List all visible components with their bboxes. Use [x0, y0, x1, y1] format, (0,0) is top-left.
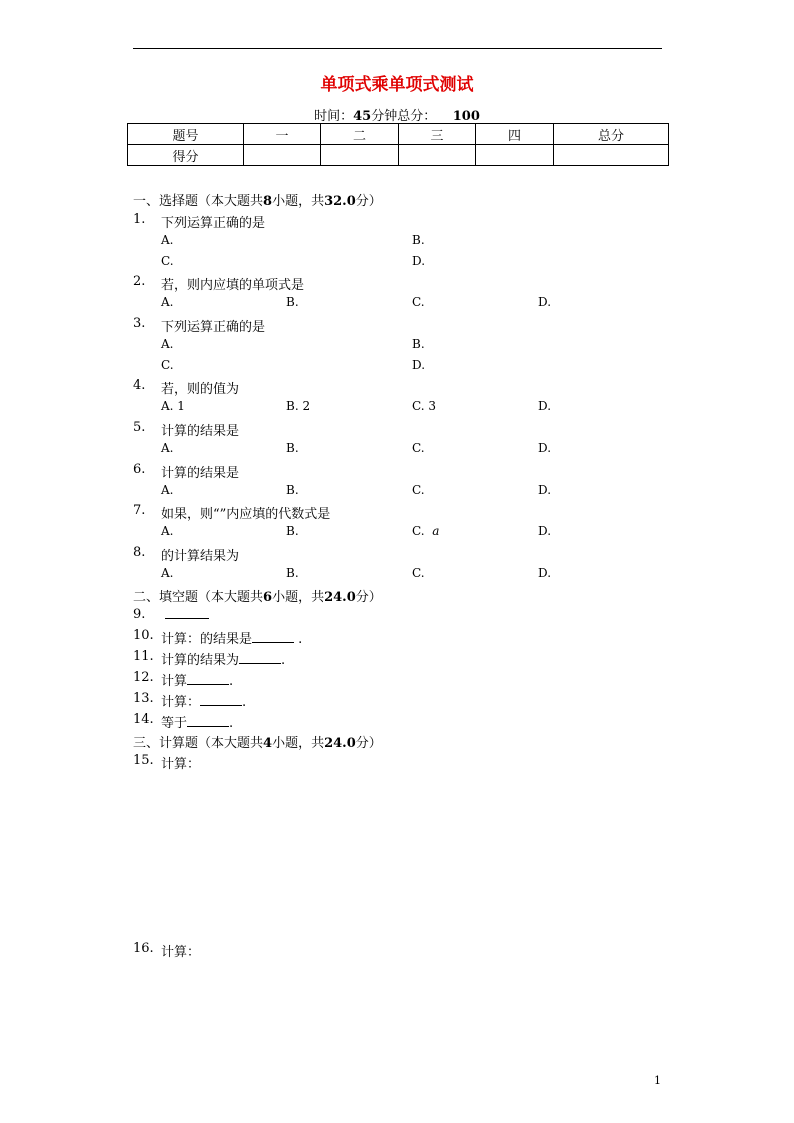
answer-blank[interactable]: [252, 631, 294, 643]
page-number: 1: [654, 1074, 661, 1087]
fill-blank-row: 计算： .: [161, 695, 247, 710]
answer-blank[interactable]: [187, 715, 229, 727]
question-number: 5.: [133, 420, 146, 435]
score-input-cell[interactable]: [554, 145, 669, 166]
fill-blank-row: 计算的结果为 .: [161, 653, 286, 668]
option-b[interactable]: B.: [412, 233, 425, 247]
option-a[interactable]: A.: [161, 295, 174, 309]
option-b[interactable]: B.: [412, 337, 425, 351]
question-number: 13.: [133, 691, 154, 706]
fill-blank-row: 计算：的结果是 .: [161, 632, 303, 647]
question-number: 3.: [133, 316, 146, 331]
question-stem: 计算的结果是: [161, 466, 240, 481]
question-number: 7.: [133, 503, 146, 518]
answer-blank[interactable]: [187, 673, 229, 685]
question-number: 1.: [133, 212, 146, 227]
option-b[interactable]: B.: [286, 524, 299, 538]
exam-meta: [0, 105, 794, 124]
question-number: 9.: [133, 607, 146, 622]
option-b[interactable]: B.: [286, 295, 299, 309]
answer-blank[interactable]: [200, 694, 242, 706]
option-a[interactable]: A. 1: [161, 399, 185, 413]
option-d[interactable]: D.: [538, 524, 552, 538]
question-number: 6.: [133, 462, 146, 477]
option-a[interactable]: A.: [161, 524, 174, 538]
score-table-row: [128, 145, 669, 166]
option-d[interactable]: D.: [538, 483, 552, 497]
option-d[interactable]: D.: [412, 358, 426, 372]
option-c[interactable]: C.: [412, 295, 425, 309]
option-a[interactable]: A.: [161, 233, 174, 247]
score-header-cell: 二: [321, 124, 399, 145]
question-stem: 如果，则“”内应填的代数式是: [161, 507, 331, 522]
option-a[interactable]: A.: [161, 566, 174, 580]
option-a[interactable]: A.: [161, 441, 174, 455]
option-b[interactable]: B. 2: [286, 399, 311, 413]
question-stem: 的计算结果为: [161, 549, 240, 564]
section-heading-fill: 二、填空题（本大题共6小题，共24.0分）: [133, 590, 382, 605]
fill-blank-row: 计算 .: [161, 674, 234, 689]
variable-a: a: [432, 524, 440, 538]
score-header-cell: 三: [399, 124, 476, 145]
total-value: 100: [452, 109, 480, 124]
score-header-cell: 总分: [554, 124, 669, 145]
score-input-cell[interactable]: [399, 145, 476, 166]
option-b[interactable]: B.: [286, 441, 299, 455]
score-header-cell: 四: [476, 124, 554, 145]
question-stem: 若，则的值为: [161, 382, 240, 397]
question-number: 15.: [133, 753, 154, 768]
option-c[interactable]: C.: [412, 566, 425, 580]
option-c[interactable]: C.: [412, 441, 425, 455]
time-value: 45: [353, 109, 372, 124]
option-d[interactable]: D.: [538, 441, 552, 455]
question-number: 16.: [133, 941, 154, 956]
question-number: 8.: [133, 545, 146, 560]
section-heading-choice: 一、选择题（本大题共8小题，共32.0分）: [133, 194, 382, 209]
question-stem: 若，则内应填的单项式是: [161, 278, 305, 293]
section-heading-calc: 三、计算题（本大题共4小题，共24.0分）: [133, 736, 382, 751]
score-header-cell: 一: [244, 124, 321, 145]
score-header-cell: 题号: [128, 124, 244, 145]
question-number: 14.: [133, 712, 154, 727]
option-b[interactable]: B.: [286, 483, 299, 497]
score-table-header-row: [128, 124, 669, 145]
answer-blank[interactable]: [239, 652, 281, 664]
question-number: 10.: [133, 628, 154, 643]
score-row-label: 得分: [128, 145, 244, 166]
option-d[interactable]: D.: [412, 254, 426, 268]
score-table: [127, 123, 669, 166]
question-number: 12.: [133, 670, 154, 685]
question-number: 4.: [133, 378, 146, 393]
time-label: 时间：: [314, 109, 354, 124]
question-stem: 下列运算正确的是: [161, 320, 266, 335]
answer-blank[interactable]: [165, 607, 209, 619]
option-d[interactable]: D.: [538, 399, 552, 413]
time-unit: 分钟: [371, 109, 398, 124]
fill-blank-row: [165, 607, 209, 623]
question-stem: 计算：: [161, 945, 201, 960]
score-input-cell[interactable]: [244, 145, 321, 166]
option-c[interactable]: C.: [161, 254, 174, 268]
page-title: 单项式乘单项式测试: [320, 75, 474, 95]
option-c[interactable]: C.: [412, 483, 425, 497]
option-c[interactable]: C. 3: [412, 399, 437, 413]
option-c[interactable]: C.: [161, 358, 174, 372]
fill-blank-row: 等于 .: [161, 716, 234, 731]
question-number: 11.: [133, 649, 154, 664]
question-stem: 计算：: [161, 757, 201, 772]
option-c[interactable]: C. a: [412, 524, 440, 538]
option-d[interactable]: D.: [538, 566, 552, 580]
option-d[interactable]: D.: [538, 295, 552, 309]
header-rule: [133, 48, 662, 49]
option-b[interactable]: B.: [286, 566, 299, 580]
question-stem: 下列运算正确的是: [161, 216, 266, 231]
option-a[interactable]: A.: [161, 337, 174, 351]
score-input-cell[interactable]: [321, 145, 399, 166]
question-number: 2.: [133, 274, 146, 289]
total-label: 总分：: [397, 109, 437, 124]
question-stem: 计算的结果是: [161, 424, 240, 439]
score-input-cell[interactable]: [476, 145, 554, 166]
option-a[interactable]: A.: [161, 483, 174, 497]
